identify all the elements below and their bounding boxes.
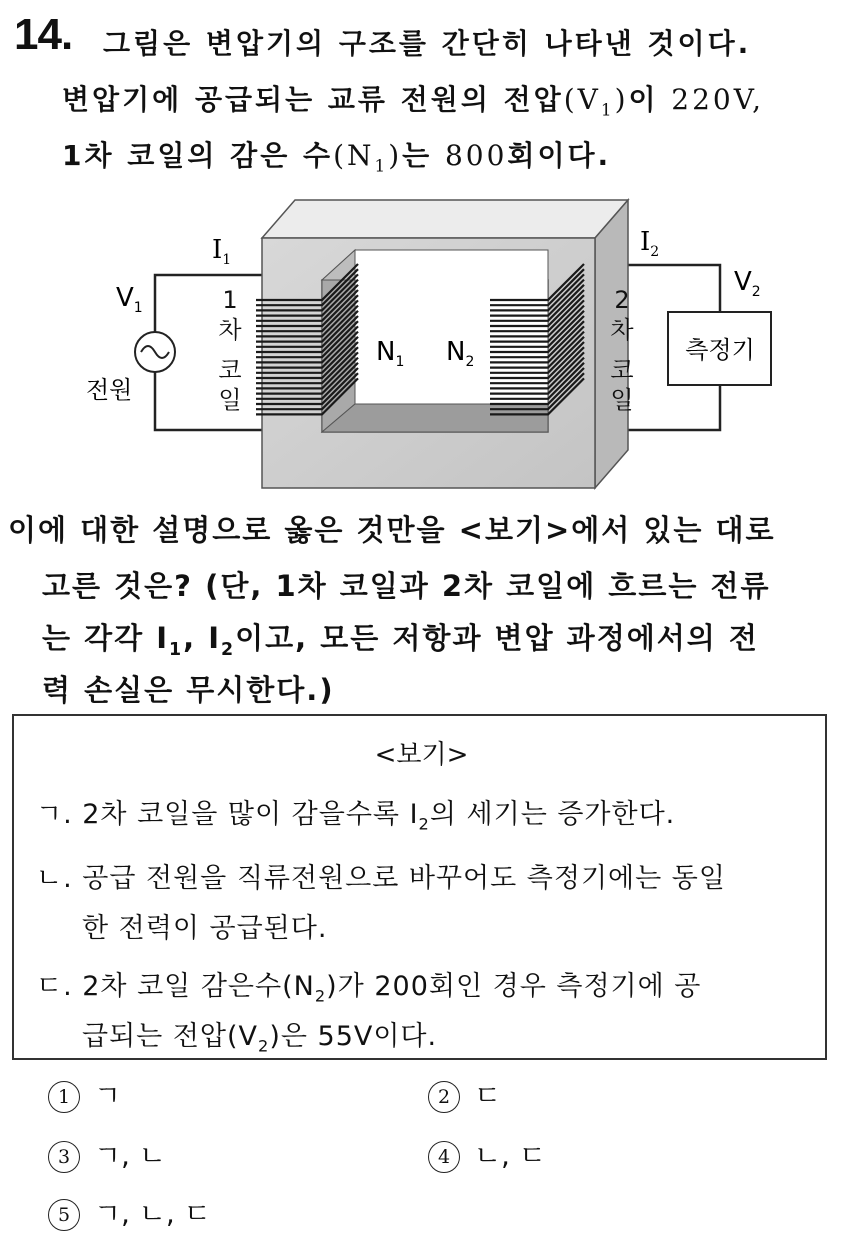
bogi-item-2-line1: ㄴ. 공급 전원을 직류전원으로 바꾸어도 측정기에는 동일: [36, 863, 726, 894]
bogi-box: [12, 714, 827, 1060]
label-N1: $N_1$: [376, 337, 405, 370]
choice-5[interactable]: 5 ㄱ, ㄴ, ㄷ: [48, 1192, 211, 1232]
bogi-item-2-line2: 한 전력이 공급된다.: [82, 913, 328, 944]
bogi-item-3-line1: ㄷ. 2차 코일 감은수$(N_2)$가 200회인 경우 측정기에 공: [36, 971, 702, 1006]
question-stem-line3: 1차 코일의 감은 수$(N_1)$는 800회이다.: [62, 139, 612, 176]
choice-number-5: 5: [48, 1199, 80, 1231]
choice-1[interactable]: 1 ㄱ: [48, 1074, 121, 1114]
secondary-coil-label-1: 2: [614, 286, 630, 314]
bogi-item-1: ㄱ. 2차 코일을 많이 감을수록 $I_2$의 세기는 증가한다.: [36, 799, 676, 834]
prompt-line2: 고른 것은? (단, 1차 코일과 2차 코일에 흐르는 전류: [42, 569, 771, 603]
label-V1: $V_1$: [116, 283, 143, 316]
choice-number-3: 3: [48, 1141, 80, 1173]
prompt-line3: 는 각각 $I_1$, $I_2$이고, 모든 저항과 변압 과정에서의 전: [42, 621, 759, 660]
secondary-coil-label-3: 코: [610, 356, 634, 384]
question-number: 14.: [14, 10, 73, 59]
prompt-line4: 력 손실은 무시한다.): [42, 673, 335, 707]
core-right-face: [595, 200, 628, 488]
choice-number-4: 4: [428, 1141, 460, 1173]
prompt-line1: 이에 대한 설명으로 옳은 것만을 <보기>에서 있는 대로: [8, 513, 776, 547]
primary-coil-label-1: 1: [222, 286, 238, 314]
choice-3[interactable]: 3 ㄱ, ㄴ: [48, 1134, 166, 1174]
choice-number-2: 2: [428, 1081, 460, 1113]
bogi-title: <보기>: [374, 740, 469, 770]
primary-coil-label-2: 차: [218, 316, 242, 344]
choice-number-1: 1: [48, 1081, 80, 1113]
choice-4[interactable]: 4 ㄴ, ㄷ: [428, 1134, 546, 1174]
core-top-face: [262, 200, 628, 238]
primary-coil-label-3: 코: [218, 356, 242, 384]
meter-label: 측정기: [685, 336, 755, 364]
secondary-coil-label-4: 일: [610, 386, 634, 414]
label-source: 전원: [86, 376, 133, 404]
bogi-item-3-line2: 급되는 전압$(V_2)$은 55V이다.: [82, 1021, 438, 1056]
question-stem-line2: 변압기에 공급되는 교류 전원의 전압$(V_1)$이 220V,: [62, 83, 764, 120]
label-I1: $I_1$: [212, 235, 232, 268]
primary-coil-label-4: 일: [218, 386, 242, 414]
label-I2: $I_2$: [640, 227, 660, 260]
transformer-figure: [0, 0, 841, 500]
label-V2: $V_2$: [734, 267, 761, 300]
secondary-coil-label-2: 차: [610, 316, 634, 344]
label-N2: $N_2$: [446, 337, 475, 370]
choice-2[interactable]: 2 ㄷ: [428, 1074, 501, 1114]
question-stem-line1: 그림은 변압기의 구조를 간단히 나타낸 것이다.: [103, 27, 752, 60]
